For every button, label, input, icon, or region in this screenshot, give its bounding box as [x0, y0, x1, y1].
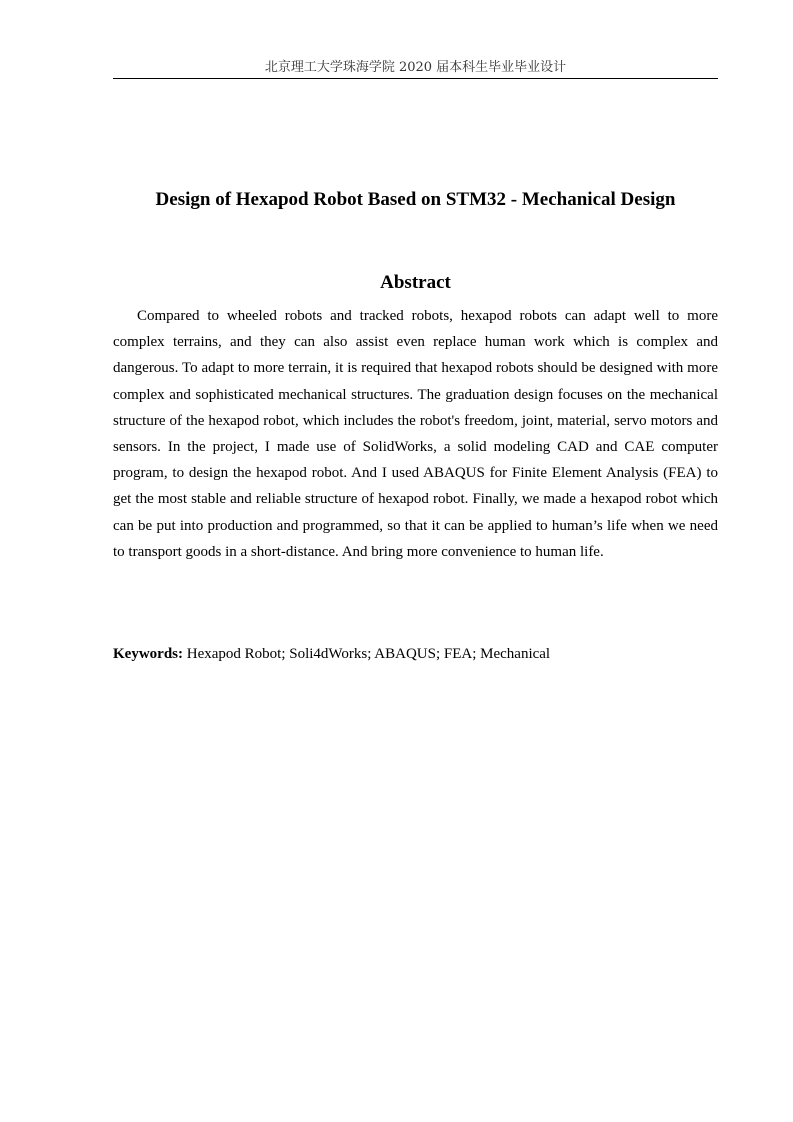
paper-title: Design of Hexapod Robot Based on STM32 - Mechanical Design — [155, 189, 676, 210]
header-divider — [113, 78, 718, 79]
keywords-text: Hexapod Robot; Soli4dWorks; ABAQUS; FEA; Mechanical — [183, 646, 551, 662]
keywords-line — [113, 642, 718, 666]
keywords-label: Keywords: — [113, 646, 183, 662]
abstract-heading: Abstract — [380, 272, 451, 293]
abstract-paragraph: Compared to wheeled robots and tracked robots, hexapod robots can adapt well to more complex terrains, and they can also assist even replace human work which is complex and dangerous. To adapt to more terrain, it is required that hexapod robots should be designed with more complex and sophisticated mechanical structures. The graduation design focuses on the mechanical structure of the hexapod robot, which includes the robot's freedom, joint, material, servo motors and sensors. In the project, I made use of SolidWorks, a solid modeling CAD and CAE computer program, to design the hexapod robot. And I used ABAQUS for Finite Element Analysis (FEA) to get the most stable and reliable structure of hexapod robot. Finally, we made a hexapod robot which can be put into production and programmed, so that it can be applied to human’s life when we need to transport goods in a short-distance. And bring more convenience to human life. — [113, 308, 718, 560]
running-header: 北京理工大学珠海学院 2020 届本科生毕业毕业设计 — [264, 60, 567, 75]
